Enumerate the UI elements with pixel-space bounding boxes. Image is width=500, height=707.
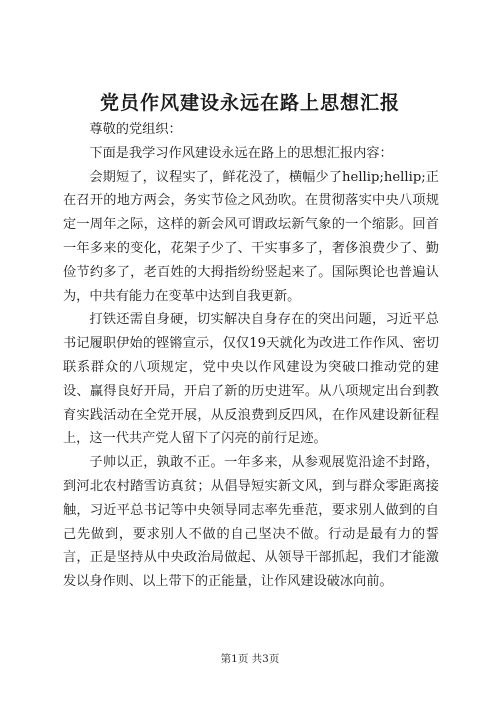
body-paragraph: 会期短了，议程实了，鲜花没了，横幅少了hellip;hellip;正在召开的地方两会，务实节俭之风劲吹。在贯彻落实中央八项规定一周年之际，这样的新会风可谓政坛新气象的一个缩影。回首一年多来的变化，花架子少了、干实事多了，奢侈浪费少了、勤俭节约多了，老百姓的大拇指纷纷竖起来了。国际舆论也普遍认为，中共有能力在变革中达到自我更新。: [63, 169, 439, 304]
body-paragraph: 子帅以正，孰敢不正。一年多来，从参观展览沿途不封路，到河北农村踏雪访真贫；从倡导短实新文风，到与群众零距离接触，习近平总书记等中央领导同志率先垂范，要求别人做到的自己先做到，要求别人不做的自己坚决不做。行动是最有力的誓言，正是坚持从中央政治局做起、从领导干部抓起，我们才能激发以身作则、以上带下的正能量，让作风建设破冰向前。: [63, 455, 439, 590]
body-paragraph: 打铁还需自身硬，切实解决自身存在的突出问题，习近平总书记履职伊始的铿锵宣示，仅仅19天就化为改进工作作风、密切联系群众的八项规定，党中央以作风建设为突破口推动党的建设、赢得良好开局，开启了新的历史进军。从八项规定出台到教育实践活动在全党开展，从反浪费到反四风，在作风建设新征程上，这一代共产党人留下了闪亮的前行足迹。: [63, 312, 439, 447]
page-indicator: 第1页 共3页: [220, 653, 280, 665]
document-body: [63, 118, 439, 594]
document-title: 党员作风建设永远在路上思想汇报: [99, 92, 400, 114]
salutation: 尊敬的党组织：: [89, 122, 182, 137]
intro-paragraph: 下面是我学习作风建设永远在路上的思想汇报内容：: [89, 145, 393, 161]
